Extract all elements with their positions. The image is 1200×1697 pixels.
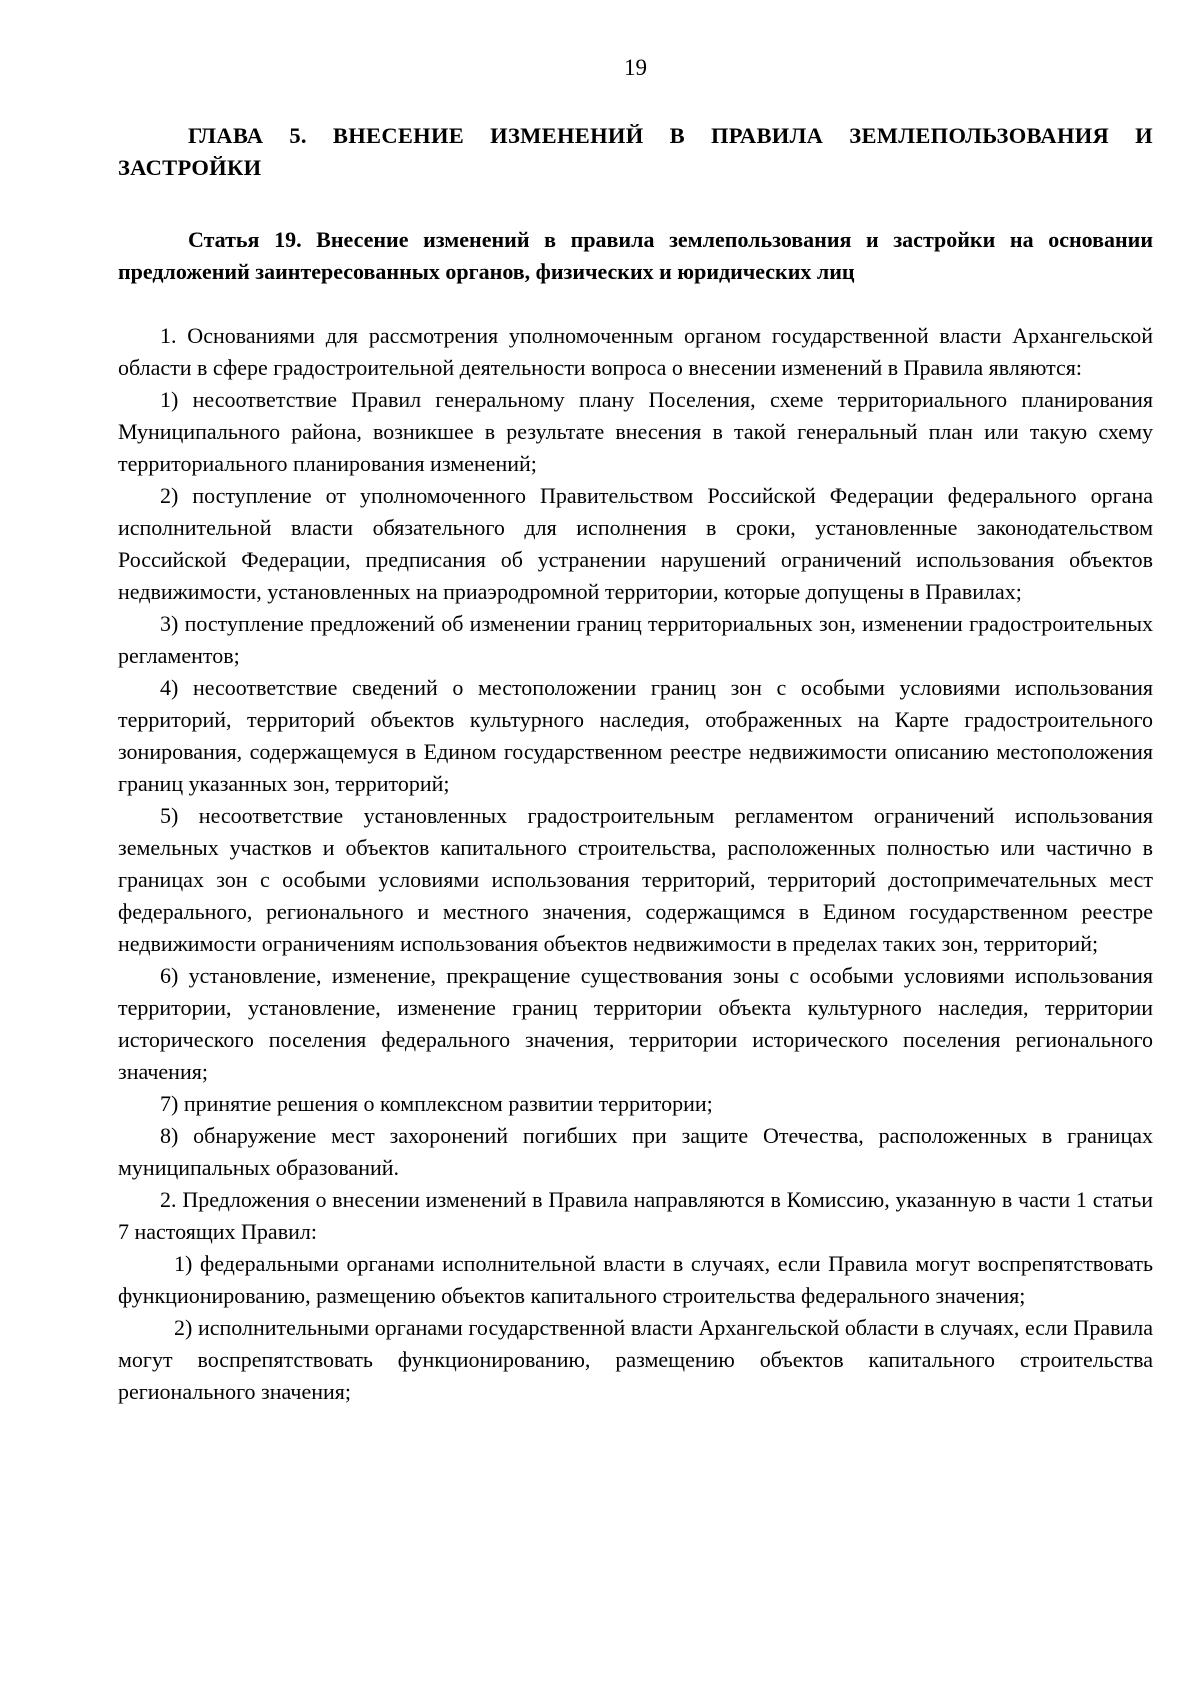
page-number: 19 (624, 55, 647, 80)
paragraph-1-item-1: 1) несоответствие Правил генеральному плану Поселения, схеме территориального планирования Муниципального района, возникшее в результате внесения в такой генеральный план или такую схему территориального планирования изменений; (118, 387, 1153, 476)
paragraph-1-item-7: 7) принятие решения о комплексном развитии территории; (160, 1091, 713, 1116)
paragraph-1: 1. Основаниями для рассмотрения уполномоченным органом государственной власти Архангельской области в сфере градостроительной деятельности вопроса о внесении изменений в Правила являются: (118, 323, 1153, 380)
chapter-title: ГЛАВА 5. ВНЕСЕНИЕ ИЗМЕНЕНИЙ В ПРАВИЛА ЗЕМЛЕПОЛЬЗОВАНИЯ И ЗАСТРОЙКИ (118, 123, 1153, 180)
paragraph-1-item-5: 5) несоответствие установленных градостроительным регламентом ограничений использования земельных участков и объектов капитального строительства, расположенных полностью или частично в границах зон с особыми условиями использования территорий, территорий достопримечательных мест федерального, регионального и местного значения, содержащимся в Едином государственном реестре недвижимости ограничениям использования объектов недвижимости в пределах таких зон, территорий; (118, 803, 1153, 956)
paragraph-1-item-4: 4) несоответствие сведений о местоположении границ зон с особыми условиями использования территорий, территорий объектов культурного наследия, отображенных на Карте градостроительного зонирования, содержащемуся в Едином государственном реестре недвижимости описанию местоположения границ указанных зон, территорий; (118, 675, 1153, 796)
paragraph-2: 2. Предложения о внесении изменений в Правила направляются в Комиссию, указанную в части 1 статьи 7 настоящих Правил: (118, 1187, 1153, 1244)
paragraph-2-item-2: 2) исполнительными органами государственной власти Архангельской области в случаях, если Правила могут воспрепятствовать функционированию, размещению объектов капитального строительства регионального значения; (118, 1315, 1153, 1404)
document-page (118, 52, 1153, 1408)
article-body (118, 320, 1153, 1408)
paragraph-1-item-8: 8) обнаружение мест захоронений погибших при защите Отечества, расположенных в границах муниципальных образований. (118, 1123, 1153, 1180)
article-title: Статья 19. Внесение изменений в правила землепользования и застройки на основании предложений заинтересованных органов, физических и юридических лиц (118, 227, 1153, 284)
paragraph-2-item-1: 1) федеральными органами исполнительной власти в случаях, если Правила могут воспрепятствовать функционированию, размещению объектов капитального строительства федерального значения; (118, 1251, 1153, 1308)
paragraph-1-item-2: 2) поступление от уполномоченного Правительством Российской Федерации федерального органа исполнительной власти обязательного для исполнения в сроки, установленные законодательством Российской Федерации, предписания об устранении нарушений ограничений использования объектов недвижимости, установленных на приаэродромной территории, которые допущены в Правилах; (118, 483, 1153, 604)
paragraph-1-item-6: 6) установление, изменение, прекращение существования зоны с особыми условиями использования территории, установление, изменение границ территории объекта культурного наследия, территории исторического поселения федерального значения, территории исторического поселения регионального значения; (118, 963, 1153, 1084)
paragraph-1-item-3: 3) поступление предложений об изменении границ территориальных зон, изменении градостроительных регламентов; (118, 611, 1153, 668)
